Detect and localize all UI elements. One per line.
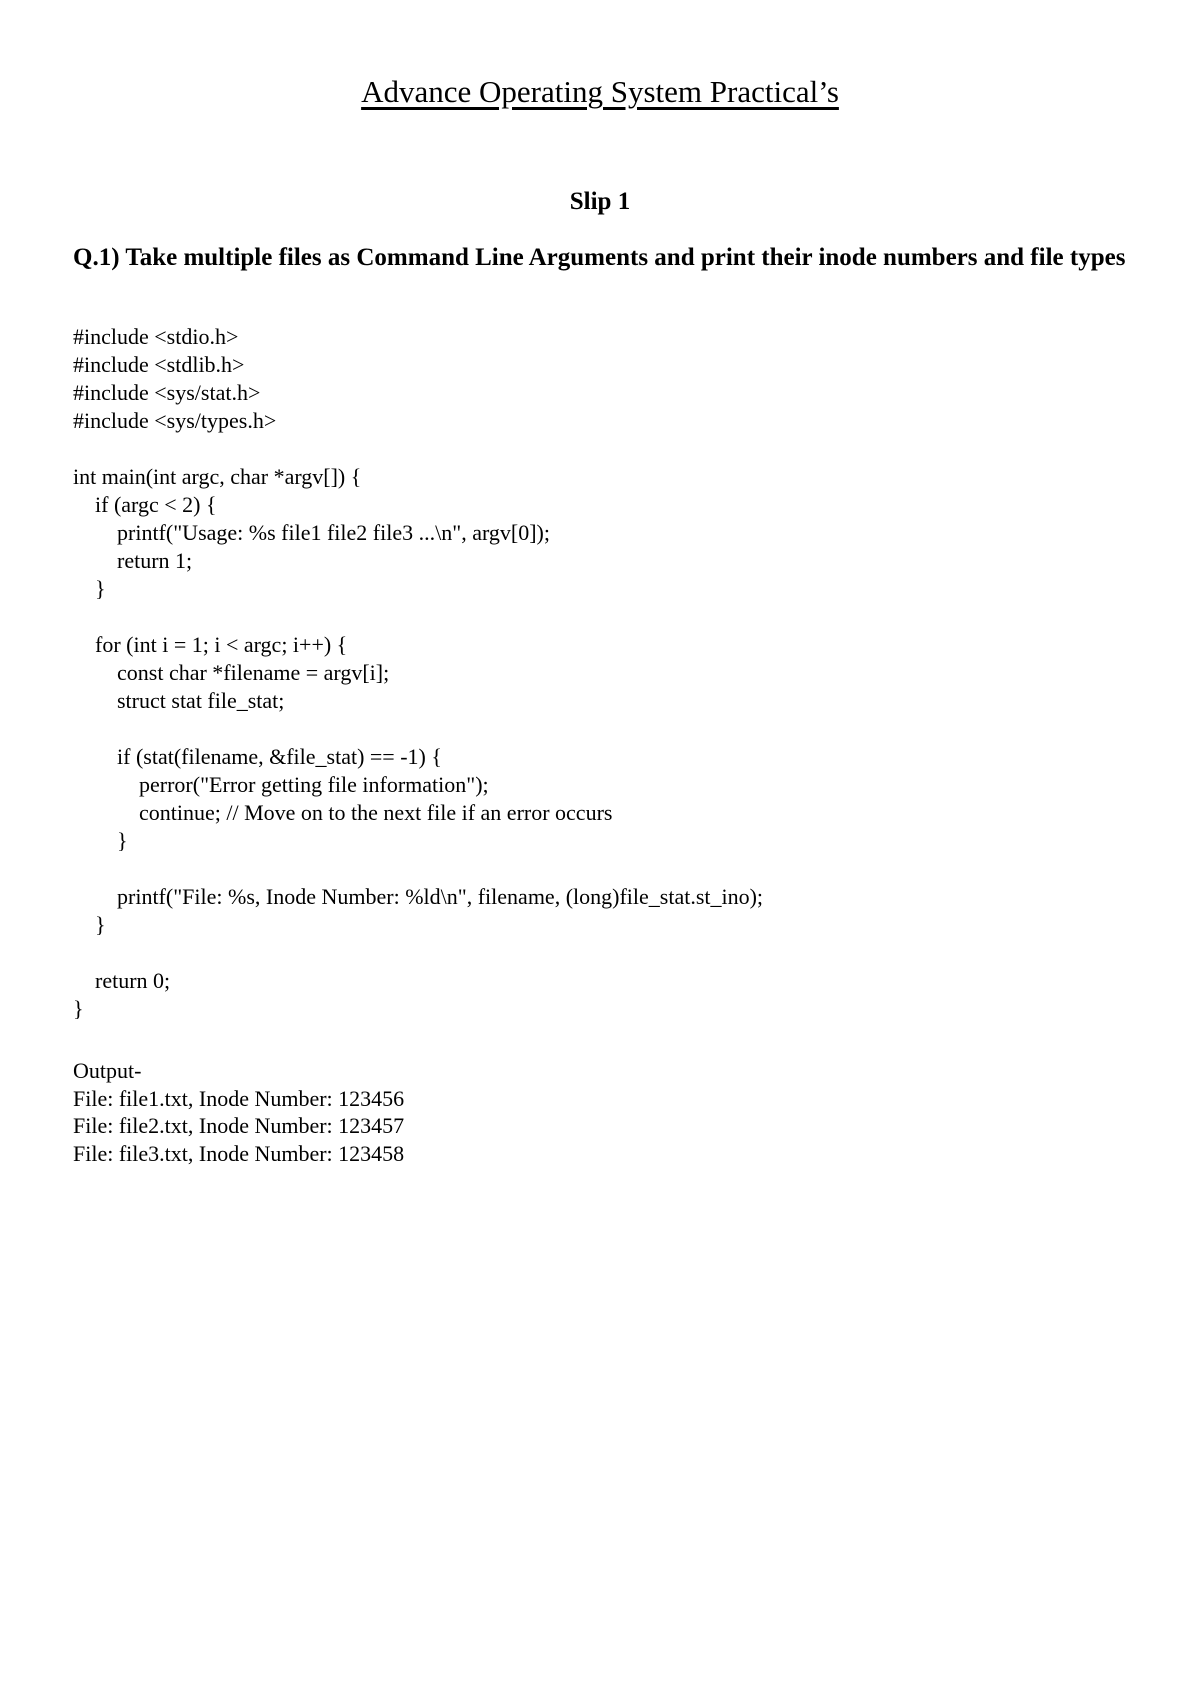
code-line: perror("Error getting file information"); xyxy=(73,772,489,797)
code-line: if (stat(filename, &file_stat) == -1) { xyxy=(73,744,442,769)
output-line: File: file2.txt, Inode Number: 123457 xyxy=(73,1113,405,1138)
code-line: printf("Usage: %s file1 file2 file3 ...\n", argv[0]); xyxy=(73,520,550,545)
code-line: #include <sys/types.h> xyxy=(73,408,277,433)
code-line: printf("File: %s, Inode Number: %ld\n", filename, (long)file_stat.st_ino); xyxy=(73,884,764,909)
code-line: return 1; xyxy=(73,548,193,573)
code-line xyxy=(73,855,1133,883)
code-line: #include <stdlib.h> xyxy=(73,352,245,377)
code-line xyxy=(73,435,1133,463)
slip-heading: Slip 1 xyxy=(569,188,631,215)
code-line: continue; // Move on to the next file if an error occurs xyxy=(73,800,613,825)
code-line xyxy=(73,715,1133,743)
code-line: } xyxy=(73,912,106,937)
code-line: #include <sys/stat.h> xyxy=(73,380,261,405)
code-listing xyxy=(73,323,1133,1023)
code-line: int main(int argc, char *argv[]) { xyxy=(73,464,362,489)
document-title: Advance Operating System Practical’s xyxy=(361,74,839,109)
code-line xyxy=(73,939,1133,967)
code-line xyxy=(73,603,1133,631)
output-section xyxy=(73,1057,1133,1167)
code-line: return 0; xyxy=(73,968,171,993)
code-line: } xyxy=(73,576,106,601)
code-line: } xyxy=(73,828,128,853)
output-line: File: file3.txt, Inode Number: 123458 xyxy=(73,1140,405,1166)
output-label: Output- xyxy=(73,1058,142,1083)
code-line: if (argc < 2) { xyxy=(73,492,217,517)
code-line: for (int i = 1; i < argc; i++) { xyxy=(73,632,348,657)
code-line: const char *filename = argv[i]; xyxy=(73,660,390,685)
code-line: } xyxy=(73,996,84,1021)
output-line: File: file1.txt, Inode Number: 123456 xyxy=(73,1085,405,1111)
question-text: Q.1) Take multiple files as Command Line Arguments and print their inode numbers and file types xyxy=(73,244,1126,271)
code-line: #include <stdio.h> xyxy=(73,324,239,349)
code-line: struct stat file_stat; xyxy=(73,688,285,713)
